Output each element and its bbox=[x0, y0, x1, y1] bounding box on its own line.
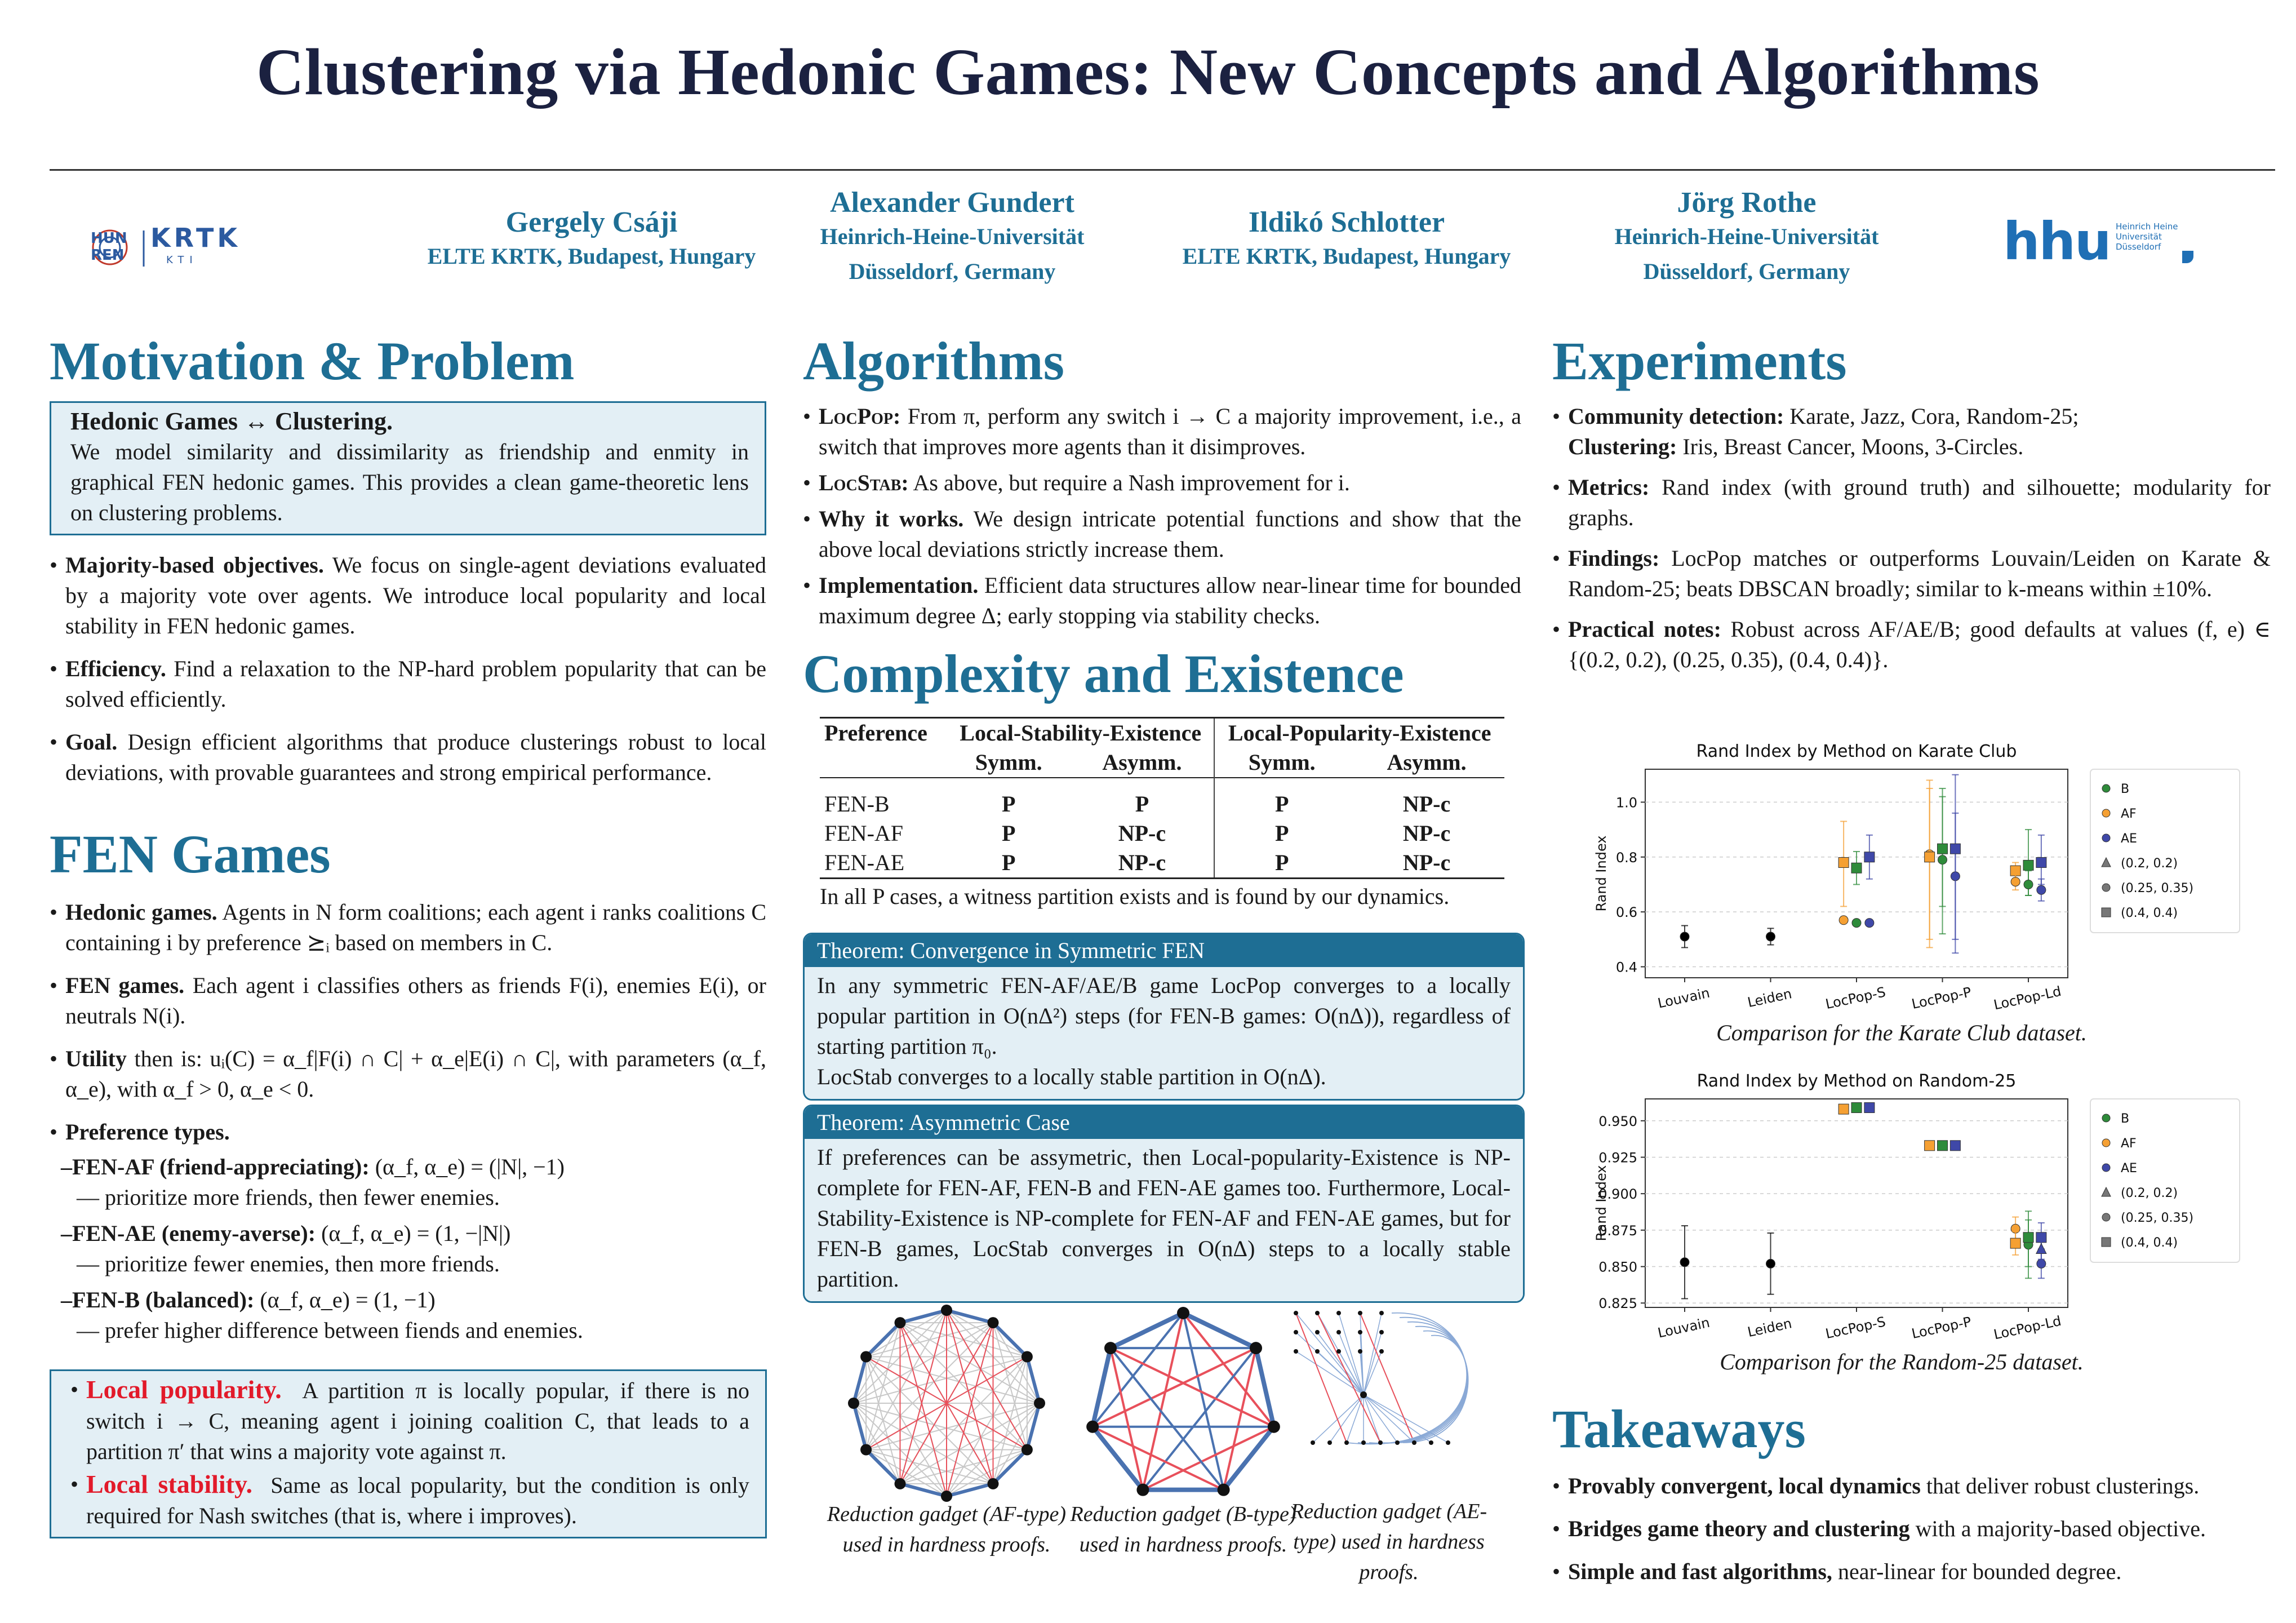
gadget-node bbox=[1315, 1330, 1320, 1334]
y-axis-label: Rand Index bbox=[1593, 835, 1609, 912]
y-tick-label: 0.8 bbox=[1615, 849, 1637, 866]
krtk-logo bbox=[87, 223, 268, 273]
gadget-node bbox=[1358, 1349, 1362, 1354]
table-cell: P bbox=[1275, 791, 1289, 817]
concept-lead: Local popularity. bbox=[86, 1375, 282, 1404]
y-tick-label: 0.825 bbox=[1598, 1296, 1637, 1312]
author-affiliation: ELTE KRTK, Budapest, Hungary bbox=[1182, 243, 1511, 269]
gadget-node bbox=[1358, 1330, 1362, 1334]
gadget-node bbox=[1136, 1484, 1149, 1496]
gadget-node bbox=[941, 1305, 952, 1316]
x-tick-label: Louvain bbox=[1656, 985, 1712, 1012]
random25-chart bbox=[1583, 1059, 2248, 1353]
bullet-item bbox=[1552, 614, 2271, 675]
x-tick-label: LocPop-P bbox=[1910, 984, 1973, 1013]
gadget-edge bbox=[1392, 1331, 1468, 1443]
data-point bbox=[1864, 852, 1875, 862]
gadget-node bbox=[1315, 1349, 1320, 1354]
bullet-text: As above, but require a Nash improvement for i. bbox=[913, 470, 1350, 495]
table-header: Local-Stability-Existence bbox=[947, 718, 1214, 748]
data-point bbox=[2023, 860, 2033, 870]
fen-section bbox=[50, 897, 766, 1351]
data-point bbox=[1852, 919, 1861, 928]
takeaways-section bbox=[1552, 1471, 2271, 1599]
motivation-box bbox=[50, 401, 766, 535]
gadget-node bbox=[988, 1317, 999, 1328]
data-point bbox=[1938, 1141, 1948, 1151]
gadget-edge bbox=[1403, 1336, 1468, 1443]
header-divider bbox=[50, 169, 2275, 171]
table-cell: P bbox=[1001, 791, 1016, 817]
pref-type-b: –FEN-B (balanced): (α_f, α_e) = (1, −1) — prefer higher difference between fiends and enemies. bbox=[61, 1285, 766, 1346]
data-point bbox=[2023, 1232, 2033, 1243]
section-heading-algorithms: Algorithms bbox=[803, 331, 1064, 391]
data-point bbox=[1680, 1258, 1689, 1267]
data-point bbox=[2036, 858, 2046, 868]
legend-label: B bbox=[2121, 782, 2130, 796]
gadget-edge bbox=[1111, 1313, 1183, 1348]
gadget-edge bbox=[1183, 1313, 1256, 1348]
legend-marker bbox=[2102, 1213, 2110, 1221]
bullet-item bbox=[803, 468, 1521, 498]
y-tick-label: 0.900 bbox=[1598, 1186, 1637, 1203]
concept-text: A partition π is locally popular, if there is no switch i → C, meaning agent i joining coalition C, that leads to a partition π′ that wins a majority vote against π. bbox=[86, 1378, 749, 1464]
y-tick-label: 1.0 bbox=[1615, 795, 1637, 811]
gadget-node bbox=[988, 1478, 999, 1489]
table-cell: FEN-AE bbox=[824, 850, 905, 875]
bullet-item bbox=[1552, 1514, 2271, 1544]
data-point bbox=[1925, 1141, 1935, 1151]
gadget-node bbox=[848, 1398, 859, 1409]
data-point bbox=[1766, 932, 1775, 941]
pref-type-ae: –FEN-AE (enemy-averse): (α_f, α_e) = (1, −|N|) — prioritize fewer enemies, then more friends. bbox=[61, 1218, 766, 1279]
gadget-node bbox=[1294, 1330, 1298, 1334]
karate-chart-caption: Comparison for the Karate Club dataset. bbox=[1716, 1020, 2087, 1045]
legend-label: (0.2, 0.2) bbox=[2121, 857, 2178, 871]
bullet-item bbox=[50, 1117, 766, 1147]
legend-marker bbox=[2102, 784, 2110, 792]
bullet-text: From π, perform any switch i → C a majority improvement, i.e., a switch that improves more agents than it disimproves. bbox=[819, 403, 1522, 459]
pref-type-desc: — prioritize fewer enemies, then more friends. bbox=[77, 1251, 500, 1276]
gadget-node bbox=[1218, 1484, 1230, 1496]
hhu-logo bbox=[2003, 211, 2195, 273]
bullet-item bbox=[1552, 472, 2271, 533]
data-point bbox=[1838, 858, 1849, 868]
gadget-node bbox=[1294, 1311, 1298, 1315]
gadget-ae-graph bbox=[1279, 1302, 1516, 1488]
bullet-lead: Efficiency. bbox=[65, 656, 166, 681]
y-tick-label: 0.950 bbox=[1598, 1113, 1637, 1129]
bullet-text: We focus on single-agent deviations evaluated by a majority vote over agents. We introduce local popularity and local stability in FEN hedonic games. bbox=[65, 552, 766, 638]
gadget-edge bbox=[1339, 1351, 1364, 1395]
bullet-lead: Majority-based objectives. bbox=[65, 552, 324, 578]
motivation-section bbox=[50, 401, 766, 800]
bullet-item bbox=[50, 897, 766, 958]
legend-marker bbox=[2102, 1114, 2110, 1122]
gadget-node bbox=[1104, 1342, 1117, 1354]
bullet-text: with a majority-based objective. bbox=[1915, 1516, 2206, 1541]
gadget-node bbox=[1336, 1311, 1341, 1315]
legend-label: AF bbox=[2121, 1137, 2137, 1151]
data-point bbox=[1839, 916, 1848, 925]
bullet-lead: Simple and fast algorithms, bbox=[1568, 1559, 1832, 1584]
legend-marker bbox=[2102, 908, 2111, 917]
svg-text:HUN: HUN bbox=[91, 230, 127, 247]
section-heading-complexity: Complexity and Existence bbox=[803, 644, 1404, 704]
gadget-node bbox=[1412, 1440, 1416, 1445]
legend-marker bbox=[2102, 1238, 2111, 1247]
algorithms-section bbox=[803, 401, 1521, 637]
local-concepts-box bbox=[50, 1369, 767, 1538]
pref-type-desc: — prefer higher difference between fiends and enemies. bbox=[77, 1318, 583, 1343]
bullet-lead: Clustering: bbox=[1568, 434, 1677, 459]
y-axis-label: Rand Index bbox=[1593, 1165, 1609, 1241]
legend-label: B bbox=[2121, 1112, 2130, 1126]
bullet-item bbox=[1552, 543, 2271, 604]
gadget-edge bbox=[1093, 1348, 1256, 1427]
gadget-b-graph bbox=[1082, 1302, 1285, 1505]
bullet-text: Each agent i classifies others as friends F(i), enemies E(i), or neutrals N(i). bbox=[65, 973, 766, 1028]
table-note: In all P cases, a witness partition exists and is found by our dynamics. bbox=[820, 884, 1450, 909]
section-heading-fen: FEN Games bbox=[50, 824, 331, 884]
author-name: Gergely Csáji bbox=[505, 206, 678, 238]
bullet-text: LocPop matches or outperforms Louvain/Leiden on Karate & Random-25; beats DBSCAN broadly; similar to k-means within ±10%. bbox=[1568, 546, 2271, 601]
table-row bbox=[820, 790, 1504, 819]
legend-marker bbox=[2102, 809, 2110, 817]
gadget-node bbox=[1378, 1440, 1383, 1445]
gadget-node bbox=[1395, 1440, 1400, 1445]
bullet-item bbox=[803, 570, 1521, 631]
gadget-node bbox=[1315, 1311, 1320, 1315]
chart-title: Rand Index by Method on Random-25 bbox=[1697, 1071, 2017, 1091]
bullet-text: Robust across AF/AE/B; good defaults at values (f, e) ∈ {(0.2, 0.2), (0.25, 0.35), (0.4, 0.4)}. bbox=[1568, 617, 2271, 672]
gadget-edge bbox=[1330, 1395, 1364, 1443]
motivation-box-text: We model similarity and dissimilarity as friendship and enmity in graphical FEN hedonic games. This provides a clean game-theoretic lens on clustering problems. bbox=[70, 439, 749, 525]
bullet-item bbox=[803, 504, 1521, 565]
table-cell: NP-c bbox=[1402, 850, 1451, 875]
bullet-item bbox=[1552, 401, 2271, 462]
gadget-edge bbox=[1364, 1395, 1380, 1443]
gadget-af-graph bbox=[845, 1302, 1048, 1505]
gadget-node bbox=[1086, 1421, 1099, 1433]
gadget-edge bbox=[947, 1310, 1027, 1450]
bullet-item bbox=[50, 654, 766, 715]
pref-type-formula: (α_f, α_e) = (1, −1) bbox=[260, 1287, 436, 1312]
hhu-sub-line: Düsseldorf bbox=[2116, 242, 2161, 252]
data-point bbox=[1925, 852, 1935, 862]
x-tick-label: LocPop-P bbox=[1910, 1314, 1973, 1342]
karate-chart-svg bbox=[1583, 730, 2248, 1023]
table-subheader: Symm. bbox=[975, 750, 1042, 775]
concept-lead: Local stability. bbox=[86, 1470, 252, 1498]
gadget-node bbox=[1336, 1349, 1341, 1354]
bullet-lead: Bridges game theory and clustering bbox=[1568, 1516, 1910, 1541]
section-heading-experiments: Experiments bbox=[1552, 331, 1847, 391]
experiments-section bbox=[1552, 401, 2271, 685]
gadget-b-caption: Reduction gadget (B-type) used in hardness proofs. bbox=[1070, 1502, 1296, 1557]
table-cell: P bbox=[1001, 821, 1016, 846]
pref-type-lead: FEN-AF (friend-appreciating): bbox=[72, 1154, 370, 1179]
gadget-node bbox=[1379, 1330, 1384, 1334]
gadget-node bbox=[1311, 1440, 1315, 1445]
x-tick-label: LocPop-S bbox=[1824, 1314, 1888, 1342]
x-tick-label: LocPop-Ld bbox=[1992, 983, 2063, 1013]
pref-type-af: –FEN-AF (friend-appreciating): (α_f, α_e) = (|N|, −1) — prioritize more friends, then fewer enemies. bbox=[61, 1152, 766, 1213]
data-point bbox=[2036, 1244, 2046, 1254]
table-cell: FEN-B bbox=[824, 791, 890, 817]
bullet-item bbox=[50, 1044, 766, 1105]
bullet-text: Find a relaxation to the NP-hard problem popularity that can be solved efficiently. bbox=[65, 656, 766, 712]
svg-text:REN: REN bbox=[91, 247, 125, 264]
author-affiliation: Heinrich-Heine-Universität bbox=[820, 224, 1085, 249]
author-name: Jörg Rothe bbox=[1677, 187, 1817, 219]
data-point bbox=[1766, 1259, 1775, 1268]
bullet-item bbox=[50, 727, 766, 788]
hhu-logo-subtext bbox=[2116, 221, 2178, 252]
x-tick-label: LocPop-Ld bbox=[1992, 1312, 2063, 1343]
karate-chart bbox=[1583, 730, 2248, 1023]
table-cell: NP-c bbox=[1070, 819, 1214, 848]
author-name: Alexander Gundert bbox=[830, 187, 1074, 219]
gadget-edge bbox=[1143, 1427, 1273, 1490]
bullet-lead: Metrics: bbox=[1568, 475, 1650, 500]
bullet-lead: Preference types. bbox=[65, 1119, 230, 1145]
legend-label: (0.4, 0.4) bbox=[2121, 906, 2178, 920]
table-cell: FEN-AF bbox=[824, 821, 904, 846]
pref-type-lead: FEN-AE (enemy-averse): bbox=[72, 1221, 316, 1246]
poster-title: Clustering via Hedonic Games: New Concepts and Algorithms bbox=[256, 35, 2040, 109]
bullet-lead: LocPop: bbox=[819, 403, 901, 429]
author-affiliation-2: Düsseldorf, Germany bbox=[1643, 259, 1850, 284]
kti-logo-text: KTI bbox=[166, 254, 198, 266]
bullet-text: near-linear for bounded degree. bbox=[1837, 1559, 2122, 1584]
theorem-text: If preferences can be assymetric, then Local-popularity-Existence is NP-complete for FEN-AF, FEN-B and FEN-AE games too. Furthermore, Local-Stability-Existence is NP-complete for FEN-AF and FEN-AE games, but for FEN-B games, LocStab converges in O(nΔ) steps to a locally stable partition. bbox=[817, 1145, 1511, 1292]
data-point bbox=[2024, 880, 2033, 889]
gadget-node bbox=[1379, 1349, 1384, 1354]
data-point bbox=[1851, 863, 1862, 873]
table-cell: P bbox=[1001, 850, 1016, 875]
bullet-lead: Provably convergent, local dynamics bbox=[1568, 1473, 1921, 1498]
gadget-node bbox=[1446, 1440, 1450, 1445]
data-point bbox=[2010, 1238, 2020, 1248]
pref-type-lead: FEN-B (balanced): bbox=[72, 1287, 255, 1312]
hhu-sub-line: Heinrich Heine bbox=[2116, 221, 2178, 232]
gadget-node bbox=[1268, 1421, 1280, 1433]
bullet-text: Iris, Breast Cancer, Moons, 3-Circles. bbox=[1682, 434, 2024, 459]
bullet-text: We design intricate potential functions and show that the above local deviations strictly increase them. bbox=[819, 506, 1522, 562]
legend-marker bbox=[2102, 884, 2110, 892]
data-point bbox=[1838, 1104, 1849, 1114]
table-row bbox=[820, 848, 1504, 879]
bullet-item bbox=[1552, 1557, 2271, 1587]
y-tick-label: 0.925 bbox=[1598, 1150, 1637, 1166]
bullet-lead: Why it works. bbox=[819, 506, 964, 531]
bullet-text: Design efficient algorithms that produce clusterings robust to local deviations, with provable guarantees and strong empirical performance. bbox=[65, 729, 767, 785]
bullet-lead: Goal. bbox=[65, 729, 118, 755]
chart-title: Rand Index by Method on Karate Club bbox=[1696, 742, 2017, 761]
bullet-lead: Utility bbox=[65, 1046, 127, 1071]
data-point bbox=[1950, 844, 1960, 854]
gadget-node bbox=[1358, 1311, 1362, 1315]
theorem-title: Theorem: Convergence in Symmetric FEN bbox=[805, 934, 1523, 967]
theorem-title: Theorem: Asymmetric Case bbox=[805, 1106, 1523, 1139]
hhu-sub-line: Universität bbox=[2116, 232, 2162, 242]
gadget-af-figure bbox=[845, 1302, 1048, 1505]
author-affiliation: Heinrich-Heine-Universität bbox=[1614, 224, 1879, 249]
bullet-text: Efficient data structures allow near-linear time for bounded maximum degree Δ; early stopping via stability checks. bbox=[819, 573, 1521, 628]
gadget-node bbox=[895, 1478, 906, 1489]
gadget-node bbox=[1177, 1307, 1189, 1319]
legend-label: AE bbox=[2121, 832, 2137, 846]
table-header: Local-Popularity-Existence bbox=[1228, 720, 1491, 746]
gadget-node bbox=[1344, 1440, 1349, 1445]
data-point bbox=[1950, 1141, 1960, 1151]
x-tick-label: Leiden bbox=[1746, 1315, 1793, 1341]
section-heading-takeaways: Takeaways bbox=[1552, 1399, 1806, 1459]
random25-chart-svg bbox=[1583, 1059, 2248, 1353]
theorem-body bbox=[805, 1139, 1523, 1301]
gadget-edge bbox=[1313, 1395, 1364, 1443]
gadget-node bbox=[860, 1351, 872, 1363]
gadget-node bbox=[1361, 1440, 1366, 1445]
gadget-edge bbox=[1364, 1313, 1382, 1395]
bullet-lead: Implementation. bbox=[819, 573, 979, 598]
gadget-edge bbox=[1093, 1427, 1223, 1490]
gadget-node bbox=[1327, 1440, 1332, 1445]
bullet-item bbox=[70, 1374, 749, 1467]
gadget-node bbox=[1294, 1349, 1298, 1354]
table-header: Preference bbox=[824, 720, 927, 746]
bullet-lead: Findings: bbox=[1568, 546, 1660, 571]
table-subheader: Asymm. bbox=[1387, 750, 1467, 775]
gadget-node bbox=[1022, 1351, 1033, 1363]
gadget-node bbox=[895, 1317, 906, 1328]
table-cell: NP-c bbox=[1402, 791, 1451, 817]
legend-marker bbox=[2102, 1164, 2110, 1172]
gadget-node bbox=[1034, 1398, 1045, 1409]
krtk-logo-text: KRTK bbox=[150, 223, 241, 253]
table-row bbox=[820, 819, 1504, 848]
theorem-text: In any symmetric FEN-AF/AE/B game LocPop converges to a locally popular partition in O(nΔ²) steps (for FEN-B games: O(nΔ)), regardless of starting partition π₀. bbox=[817, 973, 1511, 1059]
gadget-node bbox=[1022, 1444, 1033, 1456]
bullet-item bbox=[50, 550, 766, 641]
gadget-ae-figure bbox=[1279, 1302, 1516, 1488]
table-cell: P bbox=[1275, 850, 1289, 875]
legend-label: AE bbox=[2121, 1161, 2137, 1176]
y-tick-label: 0.4 bbox=[1615, 959, 1637, 975]
table-subheader: Asymm. bbox=[1070, 748, 1214, 778]
legend-label: (0.25, 0.35) bbox=[2121, 881, 2194, 895]
preference-types bbox=[50, 1152, 766, 1346]
bullet-item bbox=[50, 970, 766, 1031]
data-point bbox=[1851, 1103, 1862, 1113]
theorem-box-asymmetric bbox=[803, 1105, 1525, 1303]
bullet-lead: FEN games. bbox=[65, 973, 185, 998]
data-point bbox=[1865, 919, 1874, 928]
author-name: Ildikó Schlotter bbox=[1248, 206, 1445, 238]
table-cell: NP-c bbox=[1402, 821, 1451, 846]
table-cell: P bbox=[1275, 821, 1289, 846]
y-tick-label: 0.6 bbox=[1615, 904, 1637, 921]
gadget-node bbox=[1360, 1391, 1367, 1398]
y-tick-label: 0.875 bbox=[1598, 1222, 1637, 1239]
bullet-text: that deliver robust clusterings. bbox=[1926, 1473, 2200, 1498]
gadget-node bbox=[860, 1444, 872, 1456]
gadget-b-figure bbox=[1082, 1302, 1285, 1505]
author-affiliation-2: Düsseldorf, Germany bbox=[849, 259, 1056, 284]
motivation-box-title: Hedonic Games ↔ Clustering. bbox=[70, 407, 393, 435]
random25-chart-caption: Comparison for the Random-25 dataset. bbox=[1720, 1349, 2084, 1374]
theorem-body bbox=[805, 967, 1523, 1099]
pref-type-formula: (α_f, α_e) = (|N|, −1) bbox=[375, 1154, 565, 1179]
bullet-text: Rand index (with ground truth) and silhouette; modularity for graphs. bbox=[1568, 475, 2271, 530]
y-tick-label: 0.850 bbox=[1598, 1259, 1637, 1275]
legend-marker bbox=[2102, 1139, 2110, 1147]
pref-type-formula: (α_f, α_e) = (1, −|N|) bbox=[321, 1221, 511, 1246]
gadget-edge bbox=[1296, 1313, 1364, 1395]
data-point bbox=[2037, 885, 2046, 894]
bullet-item bbox=[1552, 1471, 2271, 1501]
gadget-node bbox=[1429, 1440, 1433, 1445]
x-tick-label: LocPop-S bbox=[1824, 984, 1888, 1013]
legend-marker bbox=[2102, 834, 2110, 842]
bullet-lead: Community detection: bbox=[1568, 403, 1784, 429]
plot-frame bbox=[1645, 1099, 2068, 1307]
table-cell: P bbox=[1070, 790, 1214, 819]
hhu-logo-text: hhu bbox=[2003, 211, 2111, 272]
gadget-node bbox=[1379, 1311, 1384, 1315]
data-point bbox=[1864, 1103, 1875, 1113]
bullet-lead: LocStab: bbox=[819, 470, 909, 495]
gadget-node bbox=[1336, 1330, 1341, 1334]
data-point bbox=[2037, 1259, 2046, 1268]
x-tick-label: Louvain bbox=[1656, 1314, 1712, 1341]
table-cell: NP-c bbox=[1070, 848, 1214, 879]
data-point bbox=[1938, 844, 1948, 854]
x-tick-label: Leiden bbox=[1746, 986, 1793, 1011]
gadget-af-caption: Reduction gadget (AF-type) used in hardness proofs. bbox=[827, 1502, 1067, 1557]
data-point bbox=[2011, 877, 2020, 886]
data-point bbox=[1680, 932, 1689, 941]
gadget-node bbox=[1250, 1342, 1262, 1354]
author-affiliation: ELTE KRTK, Budapest, Hungary bbox=[427, 243, 756, 269]
gadget-edge bbox=[1111, 1348, 1274, 1427]
bullet-lead: Practical notes: bbox=[1568, 617, 1721, 642]
bullet-item bbox=[70, 1469, 749, 1531]
complexity-table bbox=[820, 717, 1504, 879]
theorem-box-symmetric bbox=[803, 933, 1525, 1101]
bullet-text: Agents in N form coalitions; each agent i ranks coalitions C containing i by preference ⪰ᵢ based on members in C. bbox=[65, 899, 766, 955]
gadget-ae-caption: Reduction gadget (AE-type) used in hardness proofs. bbox=[1290, 1500, 1487, 1584]
author-4 bbox=[1493, 186, 2000, 289]
legend-label: (0.2, 0.2) bbox=[2121, 1186, 2178, 1200]
pref-type-desc: — prioritize more friends, then fewer enemies. bbox=[77, 1185, 500, 1210]
hhu-logo-dot bbox=[2182, 251, 2193, 263]
bullet-item bbox=[803, 401, 1521, 462]
concept-text: Same as local popularity, but the condition is only required for Nash switches (that is, where i improves). bbox=[86, 1473, 750, 1528]
bullet-text: then is: uᵢ(C) = α_f|F(i) ∩ C| + α_e|E(i) ∩ C|, with parameters (α_f, α_e), with α_f > 0, α_e < 0. bbox=[65, 1046, 767, 1102]
table-subheader: Symm. bbox=[1248, 750, 1316, 775]
bullet-text: Karate, Jazz, Cora, Random-25; bbox=[1789, 403, 2079, 429]
bullet-lead: Hedonic games. bbox=[65, 899, 217, 925]
legend-label: (0.4, 0.4) bbox=[2121, 1236, 2178, 1250]
legend-label: AF bbox=[2121, 807, 2137, 821]
complexity-section bbox=[820, 717, 1504, 912]
section-heading-motivation: Motivation & Problem bbox=[50, 331, 575, 391]
theorem-text: LocStab converges to a locally stable partition in O(nΔ). bbox=[817, 1064, 1326, 1089]
legend-label: (0.25, 0.35) bbox=[2121, 1211, 2194, 1225]
